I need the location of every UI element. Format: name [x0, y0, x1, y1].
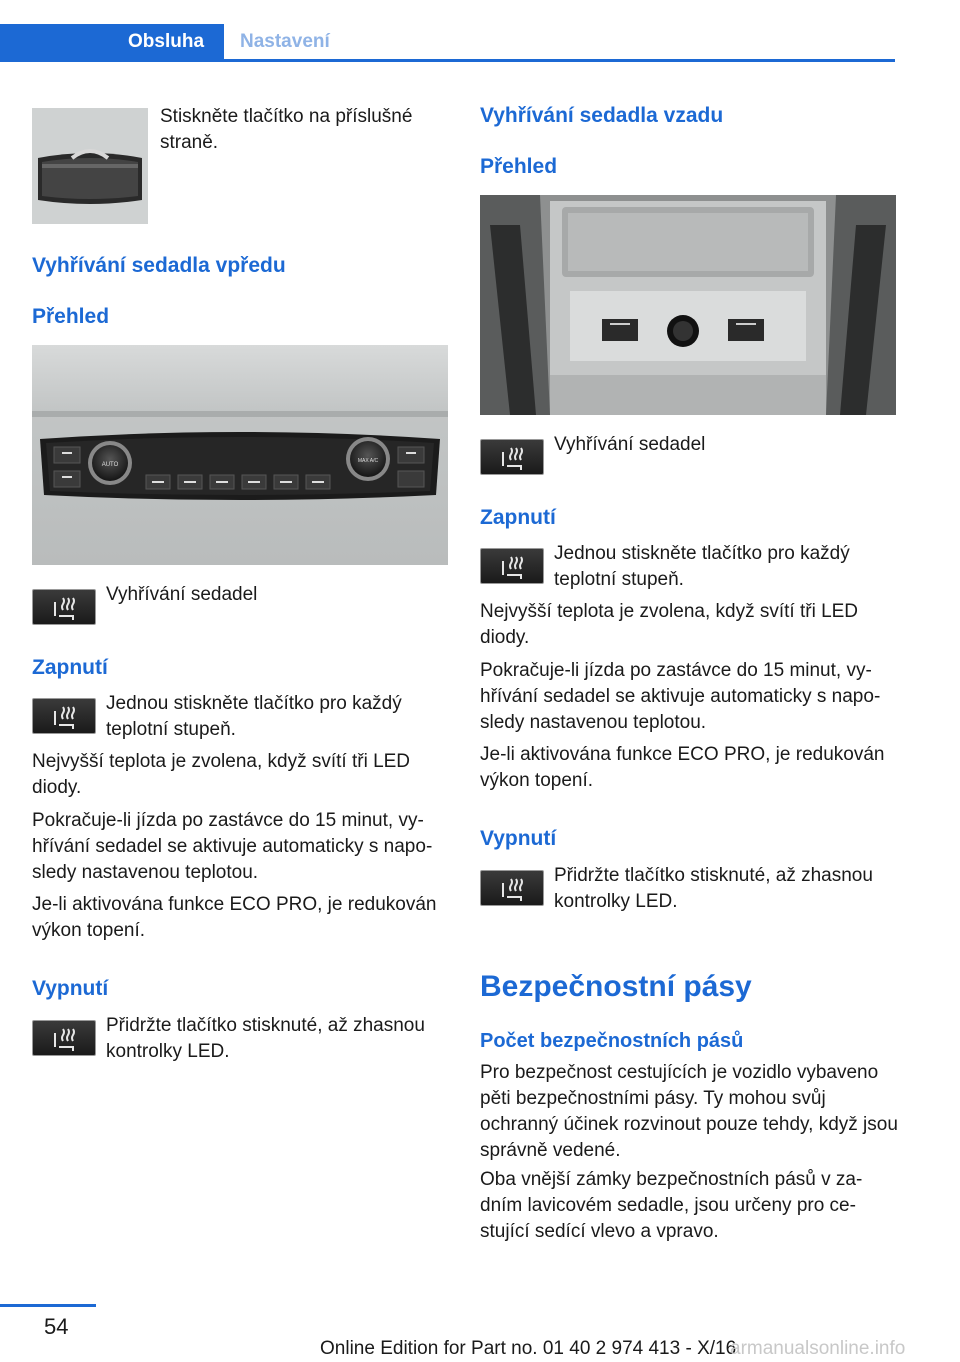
front-p3: Je-li aktivována funkce ECO PRO, je redukován výkon topení. [32, 894, 437, 941]
seat-heating-icon [480, 439, 544, 475]
footer-rule [0, 1304, 96, 1307]
rear-overview-title: Přehled [480, 155, 558, 178]
front-seat-heating-title: Vyhřívání sedadla vpředu [32, 254, 286, 277]
rear-p2: Pokračuje-li jízda po zastávce do 15 minut, vyhřívání sedadel se aktivuje automaticky s naposledy nastavenou teplotou. [480, 660, 881, 733]
tab-nastaveni[interactable]: Nastavení [240, 31, 330, 52]
edition-text: Online Edition for Part no. 01 40 2 974 413 - X/16 [320, 1338, 737, 1359]
rear-on-title: Zapnutí [480, 506, 556, 529]
page-number: 54 [44, 1314, 69, 1339]
seat-belts-title: Bezpečnostní pásy [480, 970, 752, 1003]
seat-heating-icon [480, 548, 544, 584]
belts-count-title: Počet bezpečnostních pásů [480, 1030, 744, 1052]
belts-p2: Oba vnější zámky bezpečnostních pásů v zadním lavicovém sedadle, jsou určeny pro cestující sedící vlevo a vpravo. [480, 1169, 863, 1242]
seat-button-photo [32, 108, 148, 224]
front-icon-caption: Vyhřívání sedadel [106, 584, 258, 605]
front-on-title: Zapnutí [32, 656, 108, 679]
seat-heating-icon [32, 1020, 96, 1056]
front-off-text: Přidržte tlačítko stisknuté, až zhasnou kontrolky LED. [106, 1015, 425, 1062]
chapter-tabbar [0, 24, 895, 62]
seat-heating-icon [32, 589, 96, 625]
rear-icon-caption: Vyhřívání sedadel [554, 434, 706, 455]
watermark: armanualsonline.info [730, 1338, 906, 1359]
seat-heating-icon [32, 698, 96, 734]
front-climate-panel-photo [32, 345, 448, 565]
button-note: Stiskněte tlačítko na příslušné straně. [160, 106, 413, 153]
rear-on-text: Jednou stiskněte tlačítko pro každý teplotní stupeň. [554, 543, 850, 590]
seat-button-illustration [32, 108, 148, 224]
rear-p1: Nejvyšší teplota je zvolena, když svítí tři LED diody. [480, 601, 859, 648]
auto-label: AUTO [101, 462, 119, 468]
front-overview-title: Přehled [32, 305, 110, 328]
max-ac-label: MAX A/C [357, 458, 379, 464]
rear-off-text: Přidržte tlačítko stisknuté, až zhasnou kontrolky LED. [554, 865, 873, 912]
rear-p3: Je-li aktivována funkce ECO PRO, je redukován výkon topení. [480, 744, 885, 791]
front-off-title: Vypnutí [32, 977, 109, 1000]
front-on-text: Jednou stiskněte tlačítko pro každý teplotní stupeň. [106, 693, 402, 740]
rear-console-photo [480, 195, 896, 415]
rear-seat-heating-title: Vyhřívání sedadla vzadu [480, 104, 724, 127]
rear-off-title: Vypnutí [480, 827, 557, 850]
climate-panel-illustration [32, 345, 448, 565]
front-p1: Nejvyšší teplota je zvolena, když svítí tři LED diody. [32, 751, 411, 798]
rear-console-illustration [480, 195, 896, 415]
seat-heating-icon [480, 870, 544, 906]
belts-p1: Pro bezpečnost cestujících je vozidlo vybaveno pěti bezpečnostními pásy. Ty mohou svůj ochranný účinek rozvinout pouze tehdy, když jsou správně vedené. [480, 1062, 898, 1161]
tab-obsluha[interactable]: Obsluha [0, 24, 224, 59]
front-p2: Pokračuje-li jízda po zastávce do 15 minut, vyhřívání sedadel se aktivuje automaticky s naposledy nastavenou teplotou. [32, 810, 433, 883]
